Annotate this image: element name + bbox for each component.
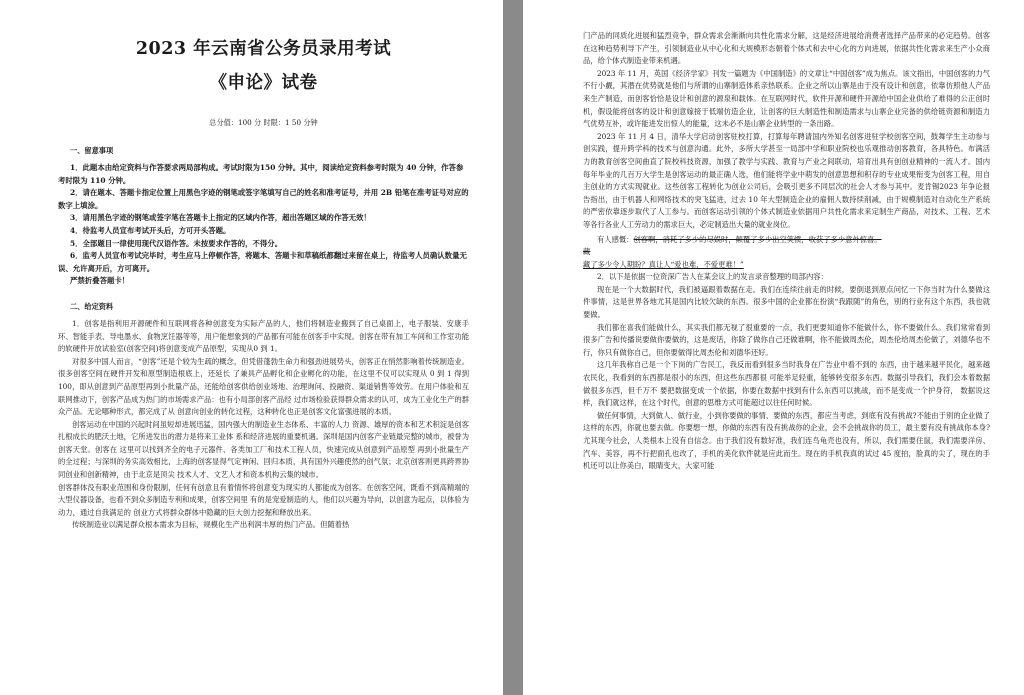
exam-title: 2023 年云南省公务员录用考试 — [135, 39, 392, 59]
note-item: 4．待监考人员宣布考试开头后，方可开头答题。 — [70, 225, 231, 235]
section-heading-materials: 二、给定资料 — [70, 301, 114, 311]
exam-meta: 总分值：100 分 时限：1 50 分钟 — [209, 118, 318, 127]
note-item: 1．此题本由给定资料与作答要求两局部构成。考试时限为150 分钟。其中，阅读给定资料参考时限为 40 分钟，作答参考时限为 110 分钟。 — [58, 163, 464, 185]
document-page-1 — [0, 0, 503, 695]
note-item: 2．请在题本、答题卡指定位置上用黑色字迹的钢笔或签字笔填写自己的姓名和准考证号，并用 2B 铅笔在准考证号对应的数字上填涂。 — [58, 188, 469, 210]
strict-warning: 严禁折叠答题卡！ — [70, 276, 130, 286]
exam-subtitle: 《申论》试卷 — [209, 73, 318, 93]
note-item: 6．监考人员宣布考试完毕时，考生应马上停顿作答，将题本、答题卡和草稿纸都翻过来留在桌上，待监考人员确认数量无误、允许离开后，方可离开。 — [58, 251, 467, 273]
material-paragraph: 2023 年 11 月 4 日，清华大学启动创客驻校打算，打算每年聘请国内外知名创客进驻学校创客空间，鼓舞学生主动参与创实践，提升跨学科的技术与创意沟通。此外，多所大学甚至一局部中学和职业院校也乐观推动创客教育，各具特色。布满活力的教育创客空间曲直了院校科技资源，加强了教学与实践、教育与产业之间联动，培育出具有创创业精神的一流人才。国内每年毕业的几百万大学生是创客运动的最正确人选，他们能将学业中萌发的创意思想和积存的专业成果衔变为创客工程，用自主创业的方式实现就业。这些创客工程转化为创业公司后，会吸引更多不同层次的社会人才参与其中。麦肯锡2023 年争论报告指出，由于机器人和网络技术的突飞猛进，过去 10 年大型制造企业的雇佣人数持续削减，由于规模制造对自动化生产系统的严密依靠逐步取代了人工参与。而创客运动引领的个体式制造业依据用户共性化需求来定制生产商品，对技术、工程、艺术等各行各业人工劳动力的需求巨大，必定制造出大量的就业岗位。 — [583, 131, 990, 229]
material-paragraph: 2023 年 11 月，英国《经济学家》刊发一篇题为《中国制造》的文章让“中国创客”成为焦点。该文指出，中国创客的力气不行小觑，其潜在优势就是他们与所谓的山寨制造体系亲热联系。企业之所以山寨是由于没有设计和创意，依靠仿照他人产品来生产制造，而创客恰恰是设计和创意的源泉和载体。在互联网时代，软件开源和硬件开源给中国企业供给了难得的公正创时机，假设能将创客的设计和创意嫁接于低端仿造企业，让创客的巨大制造性和制造需求与山寨企业完备的供给链资源和制造力气优势互补，或许能进发出惊人的能量，这未必不是山寨企业转型的一条出路。 — [583, 68, 990, 129]
quote-label: 有人感慨： — [597, 234, 634, 244]
quote-line — [583, 234, 990, 247]
material-paragraph: 做任何事情，大到做人、做行业，小到你要做的事情、要做的东西，都应当考虑，到底有没有挑战?不能由于别的企业做了这样的东西，你就也要去做。你要想一想，你做的东西有没有挑战你的企业，会不会挑战你的员工，最主要有没有挑战你本身?尤其现今社会，人类根本上没有自信念。由于我们没有数好准，我们连鸟龟壳也没有，所以，我们需要住鼠，我们需要洋房、汽车、美容，再不行把面孔也改了，手机的美化软件就是应此而生。现在的手机我真的试过 45 度拍，脸真的尖了，现在的手机还可以让你美白，眼睛变大，大家可能 — [583, 410, 990, 471]
material-paragraph: 门产品的同质化进展和猛烈竞争，群众需求会渐渐向共性化需求分解，这是经济进展给消费者选择产品带来的必定趋势。创客在这种趋势利导下产生，引领制造业从中心化和大规模形态朝着个体式和去中心化的方向进展，依据共性化需求来生产小众商品，给个体式制造业带来机遇。 — [583, 31, 990, 66]
section-heading-notes: 一、留意事项 — [70, 146, 114, 155]
material-paragraph: 创客群体没有职业范围和身份限制，任何有创意且有着情怀将创意变为现实的人都能成为创客。在创客空间，既看不到高精端的大型仪器设备，也看不到众多制造专利和成果，创客空间里 有的是宠爱制造的人，他们以兴趣为导向，以创意为起点，以体验为动力，通过自我满足的 创业方式将群众群体中隐藏的巨大创力挖掘和释放出来。 — [58, 482, 469, 517]
quote-strikethrough: 创客啊，消耗了多少的尽娱时，颠覆了多少出空笑惯，收获了多少意外惊喜。 — [633, 234, 882, 244]
document-page-2 — [523, 0, 1024, 695]
quote-underlined-text: 藏了多少令人期盼？真让人“爱也难，不爱更难！” — [583, 259, 744, 269]
material-paragraph: 1．创客是指利用开源硬件和互联网将各种创意变为实际产品的人，他们将制造业搬到了自己桌面上，电子服装、安康手环、智能手表、导电墨水、食物烹饪器等等，用户能想象到的产品都有可能在创客手中实现。创客在带有加工车间和工作室功能的软硬件开放试验室(创客空间)将创意变成产品原型，实现从0 到 1。 — [58, 318, 469, 354]
quote-continuation — [583, 259, 990, 272]
material-paragraph: 对很多中国人而言，“创客”还是个较为生疏的概念，但凭借蓬勃生命力和强劲进展势头，创客正在悄然影响着传统制造业。很多创客空间在硬件开发和原型制造根底上，还延长 了兼具产品孵化和企业孵化的功能，在这里不仅可以实现从 0 到 1 得到 100，即从创意到产品原型再到小批量产品，还能给创客供给创业场地、治理询问、投融资、渠道销售等效劳。在用户体验和互联网推动下，创客产品成为热门的市场需求产品：也有小局部创客产品经 过市场检验获得群众需求的认可，成为工业化生产的群众产品。无论哪种形式，都完成了从 创意向创业的转化过程，这种转化也正是创客文化富强进展的本质。 — [58, 356, 469, 417]
material-paragraph: 创客运动在中国的兴起时间虽短却进展迅猛，国内强大的制造业生态体系、丰富的人力 资源、雄厚的资本和艺术积淀是创客扎根成长的肥沃土地，它所进发出的潜力是将来工业体 系和经济进展的重要机遇。深圳是国内创客产业链最完整的城市，被誉为创客天堂。创客在 这里可以找到齐全的电子元器件、各类加工厂和技术工程人员，快速完成从创意到产品原型 再到小批量生产的全过程；与深圳的务实高效相比，上海的创客显得气定神闲、回归本质，具有国外兴趣使然的创气氛；北京创客则更具跨界协同创业和创新精神，由于北京是顶尖 技术人才、文艺人才和资本机构云集的城市。 — [58, 419, 469, 480]
note-item: 3．请用黑色字迹的钢笔或签字笔在答题卡上指定的区域内作答，超出答题区域的作答无效！ — [70, 213, 371, 223]
note-item: 5．全部题目一律使用现代汉语作答。未按要求作答的，不得分。 — [70, 238, 283, 248]
material-paragraph: 传统制造业以满足群众根本需求为目标，规模化生产出利润丰厚的热门产品。但随着热 — [72, 520, 350, 530]
quote-wrap-char: 藏 — [583, 247, 591, 257]
material-paragraph: 这几年我称自己是一个下岗的广告民工，我反而看到很多当时我身在广告业中看不到的 东西，由于越来越平民化，越来越农民化，我看到的东西都是很小的东西，但这些东西都很 可能举足轻重，能够转变很多东西。数据引导我们，我们会本着数据做很多东西，但千万不 要把数据变成一个依据，你要在数据中找到有什么东西可以挑战，而不是变成一个护身符， 数据说这样，我们就这样，在这个时代，创意的思维方式可能超过以往任何时候。 — [583, 360, 990, 408]
material-paragraph: 我们都在喜我们能做什么，其实我们都无视了很重要的一点，我们更要知道你不能做什么，你不要做什么。我们常常看到很多广告和传播说要做你要做的，这是废话，你除了做你自己还做谁啊，你不能做周杰伦，周杰伦给周杰伦做了，刘德华也不行，你只有做你自己，但你要做得比周杰伦和刘德华还好。 — [583, 322, 990, 357]
material-paragraph: 现在是一个大数据时代，我们被逼跟着数据在走。我们在连续往前走的时候，要倒退到原点问忆一下你当时为什么要做这件事情，这是世界各地尤其是国内比较欠缺的东西。很多中国的企业都在扮演“我跟随”的角色，别的行业有这个东西，我也就要做。 — [583, 284, 990, 320]
material-paragraph: 2．以下是依据一位资深广告人在某会议上的发言录音整理的局部内容： — [597, 272, 828, 282]
